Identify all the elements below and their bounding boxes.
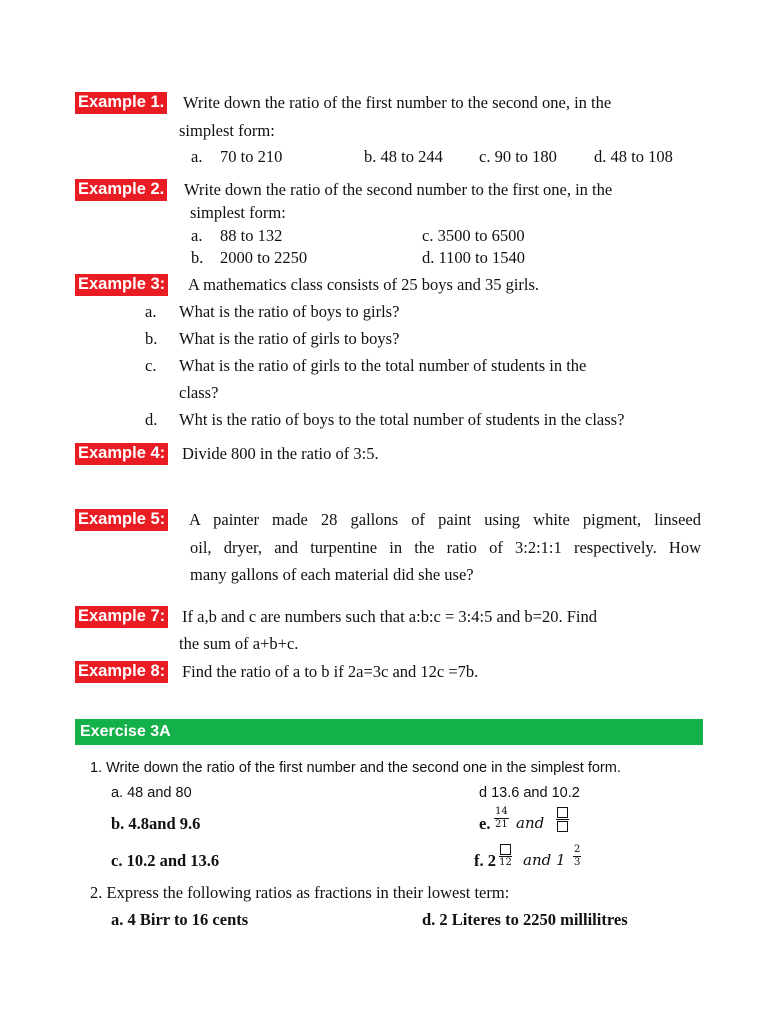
- example-3-item-c-cont: class?: [179, 383, 219, 402]
- exercise-q1-f-prefix: f. 2: [474, 851, 496, 870]
- example-2-label: Example 2.: [75, 179, 167, 201]
- example-2-text-cont: simplest form:: [190, 203, 286, 222]
- exercise-q1-a: a. 48 and 80: [111, 785, 192, 801]
- fraction-denominator: 21: [495, 819, 508, 830]
- fraction-denominator: 3: [574, 857, 581, 868]
- fraction-denominator: 12: [499, 857, 512, 868]
- exercise-q2-a: a. 4 Birr to 16 cents: [111, 910, 249, 929]
- box-glyph-icon: [556, 807, 569, 820]
- example-3-item-a: What is the ratio of boys to girls?: [179, 302, 400, 321]
- example-5-text-cont: oil, dryer, and turpentine in the ratio of 3:2:1:1 respectively. How: [190, 538, 701, 557]
- example-8-label: Example 8:: [75, 661, 168, 683]
- example-1-option-c: c. 90 to 180: [479, 147, 557, 166]
- fraction-numerator: 2: [574, 844, 581, 855]
- exercise-header: [75, 719, 703, 745]
- example-1-option-a: 70 to 210: [220, 147, 283, 166]
- example-1-text: Write down the ratio of the first number to the second one, in the: [183, 93, 612, 112]
- example-4-text: Divide 800 in the ratio of 3:5.: [182, 444, 379, 463]
- fraction-14-21: [494, 807, 509, 830]
- exercise-q2: 2. Express the following ratios as fractions in their lowest term:: [90, 883, 510, 902]
- exercise-q1-b: b. 4.8and 9.6: [111, 814, 201, 833]
- box-glyph-icon: [556, 820, 569, 832]
- example-2-option-b-letter: b.: [191, 248, 204, 267]
- example-1-option-d: d. 48 to 108: [594, 147, 673, 166]
- example-3-item-b-letter: b.: [145, 329, 158, 348]
- example-3-item-b: What is the ratio of girls to boys?: [179, 329, 400, 348]
- exercise-title: Exercise 3A: [80, 723, 171, 740]
- example-2-option-a-letter: a.: [191, 226, 203, 245]
- example-8-text: Find the ratio of a to b if 2a=3c and 12c =7b.: [182, 662, 479, 681]
- example-3-item-d: Wht is the ratio of boys to the total number of students in the class?: [179, 410, 625, 429]
- exercise-q1-c: c. 10.2 and 13.6: [111, 851, 220, 870]
- example-7-text-cont: the sum of a+b+c.: [179, 634, 299, 653]
- example-1-text-cont: simplest form:: [179, 121, 275, 140]
- example-4-label: Example 4:: [75, 443, 168, 465]
- example-2-option-a: 88 to 132: [220, 226, 283, 245]
- example-5-text: A painter made 28 gallons of paint using white pigment, linseed: [189, 510, 701, 529]
- fraction-numerator: 14: [495, 806, 508, 817]
- example-2-option-c: c. 3500 to 6500: [422, 226, 525, 245]
- example-5-label: Example 5:: [75, 509, 168, 531]
- example-1-option-b: b. 48 to 244: [364, 147, 443, 166]
- example-3-item-d-letter: d.: [145, 410, 158, 429]
- exercise-q1-e-prefix: e.: [479, 814, 491, 833]
- fraction-boxes: [556, 807, 569, 832]
- example-2-option-b: 2000 to 2250: [220, 248, 308, 267]
- example-3-label: Example 3:: [75, 274, 168, 296]
- exercise-q1-f-and: and 1: [523, 851, 566, 869]
- example-1-label: Example 1.: [75, 92, 167, 114]
- example-1-option-a-letter: a.: [191, 147, 203, 166]
- example-5-text-end: many gallons of each material did she use?: [190, 565, 474, 584]
- exercise-q1-e-and: and: [516, 814, 545, 832]
- example-3-item-c: What is the ratio of girls to the total number of students in the: [179, 356, 587, 375]
- example-2-option-d: d. 1100 to 1540: [422, 248, 525, 267]
- fraction-2-3: [573, 845, 581, 868]
- exercise-q1: 1. Write down the ratio of the first number and the second one in the simplest form.: [90, 760, 621, 776]
- example-2-text: Write down the ratio of the second number to the first one, in the: [184, 180, 613, 199]
- example-3-item-c-letter: c.: [145, 356, 157, 375]
- fraction-box-12: [499, 844, 512, 868]
- exercise-q2-d: d. 2 Literes to 2250 millilitres: [422, 910, 628, 929]
- example-3-item-a-letter: a.: [145, 302, 157, 321]
- example-7-text: If a,b and c are numbers such that a:b:c = 3:4:5 and b=20. Find: [182, 607, 597, 626]
- example-7-label: Example 7:: [75, 606, 168, 628]
- box-glyph-icon: [499, 844, 512, 857]
- example-3-text: A mathematics class consists of 25 boys and 35 girls.: [188, 275, 540, 294]
- exercise-q1-d: d 13.6 and 10.2: [479, 785, 580, 801]
